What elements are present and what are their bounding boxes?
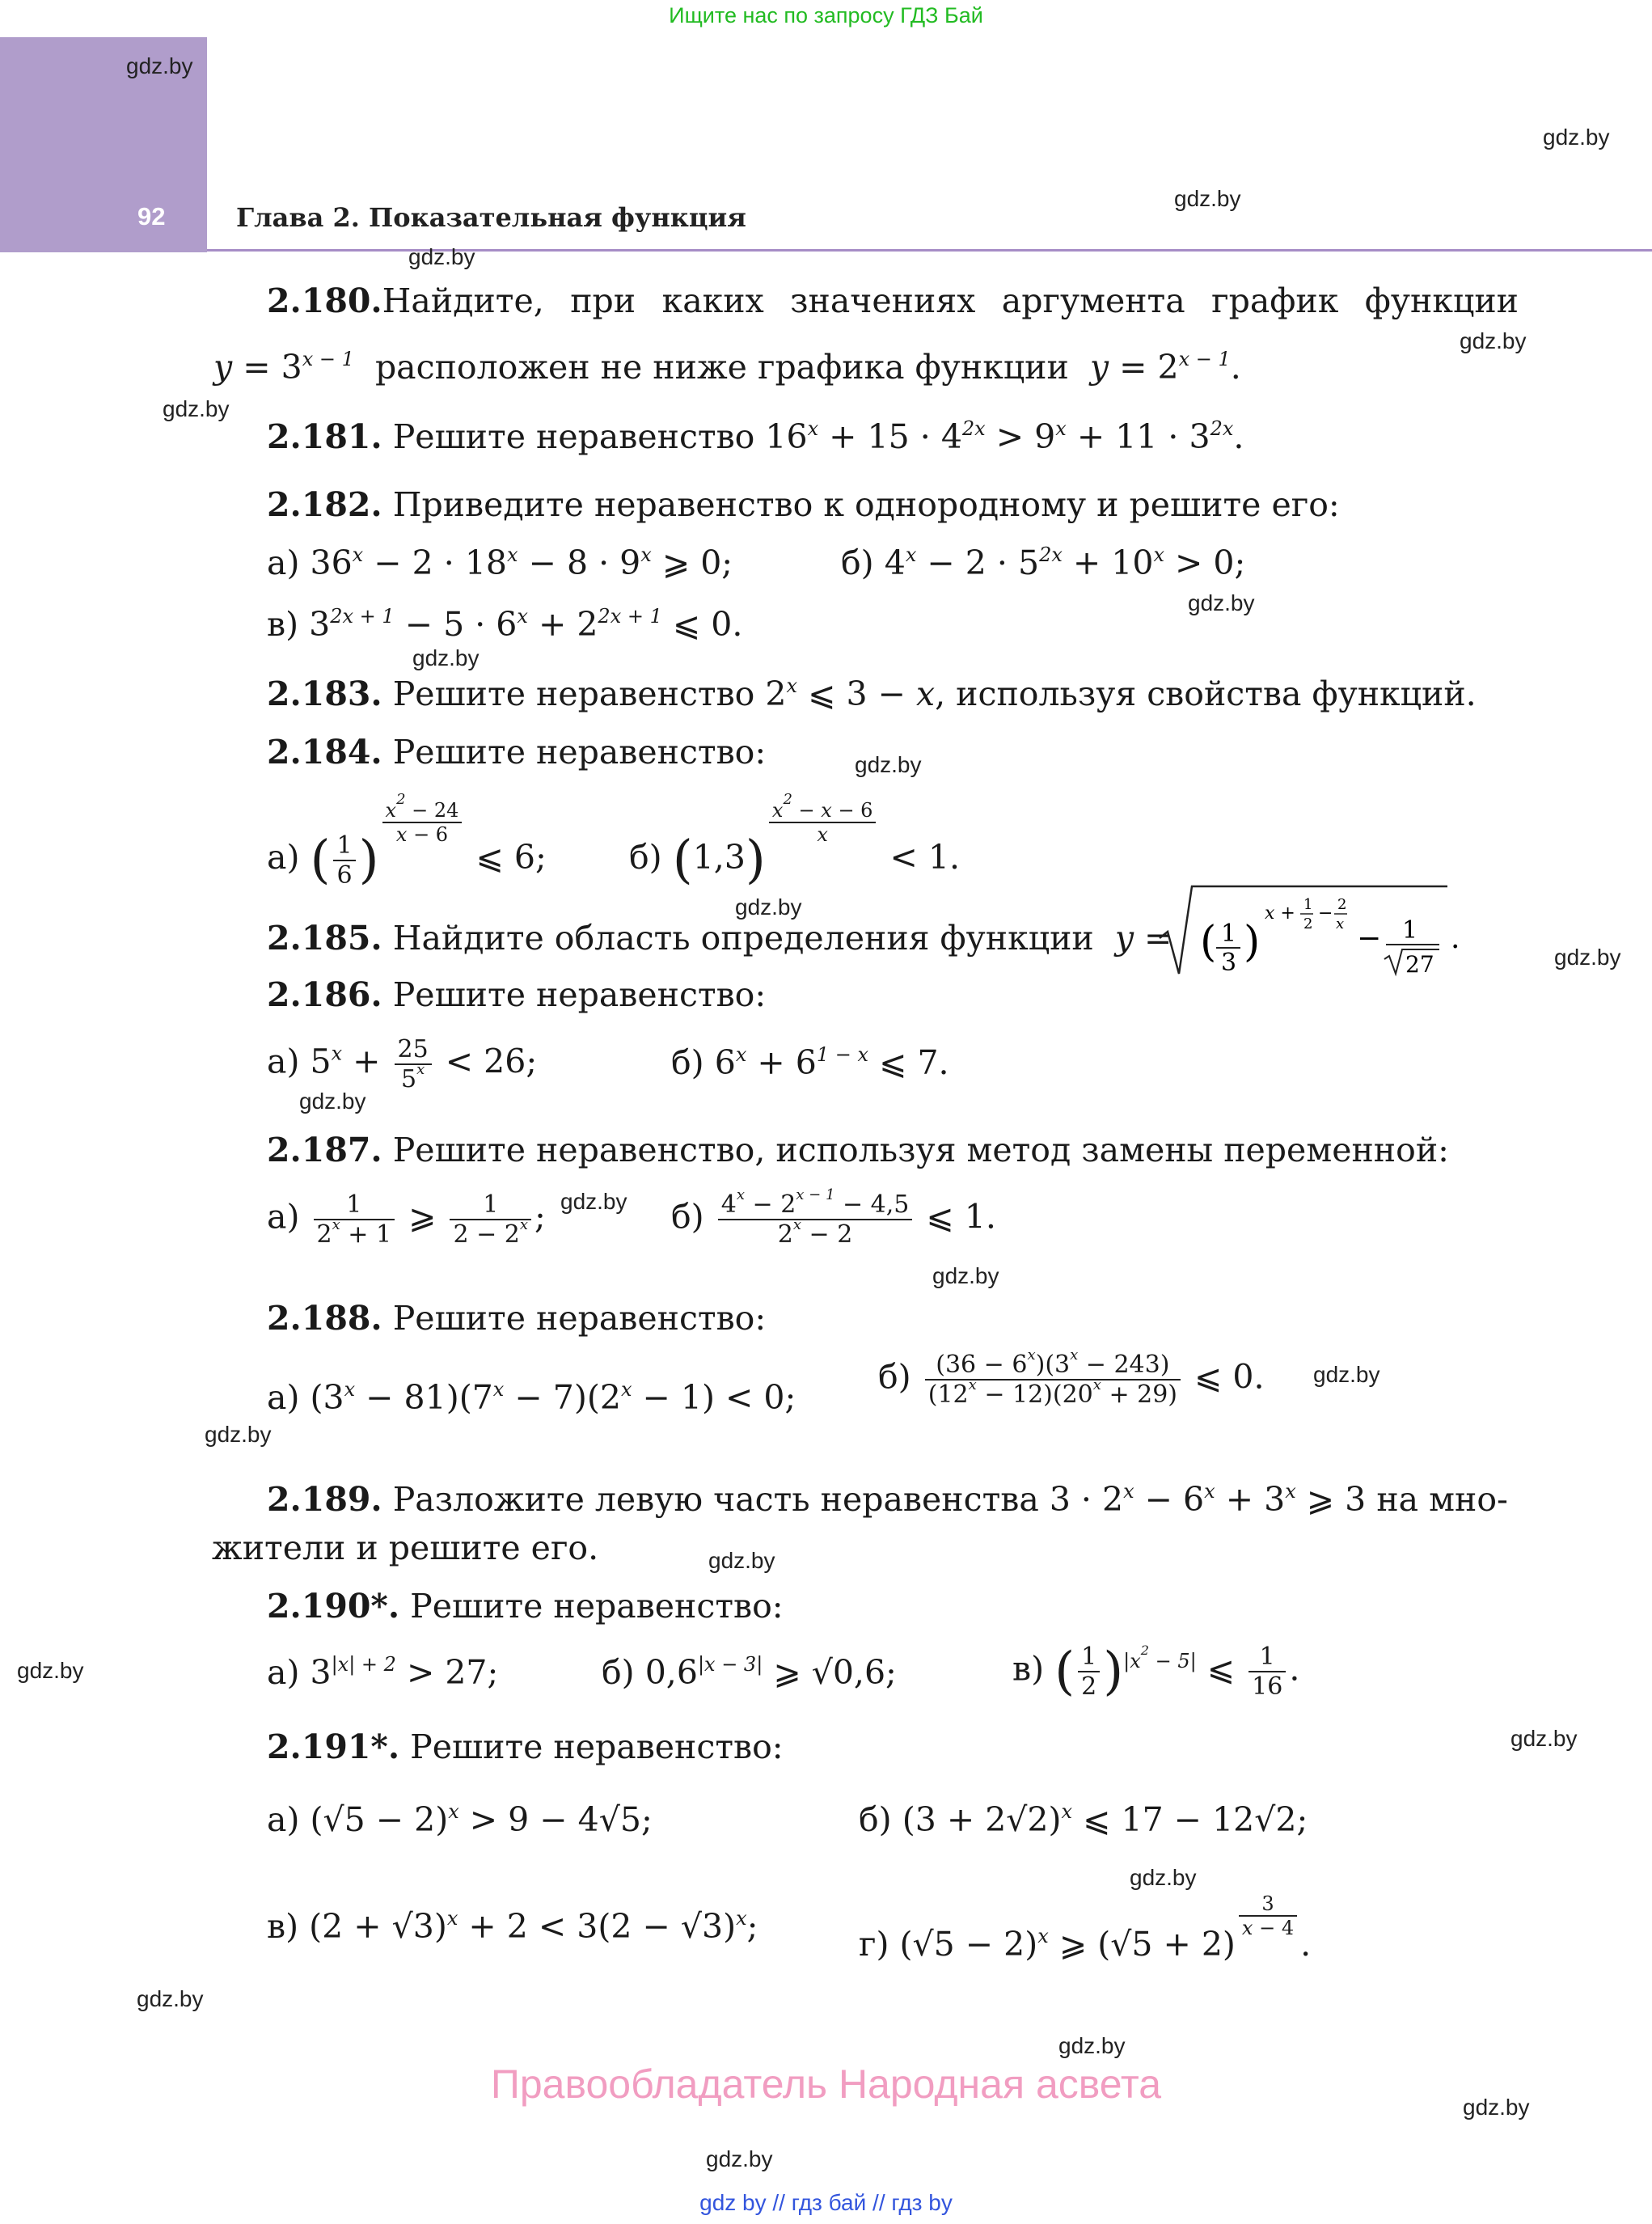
problem-2-191-a: а) $(√5 - 2)^x > 9 - 4√5$; (267, 1800, 653, 1839)
watermark: gdz.by (560, 1189, 627, 1214)
problem-2-181: 2.181. Решите неравенство $16^x + 15 \cdot 4^{2x} > 9^x + 11 \cdot 3^{2x}$. (267, 417, 1244, 456)
problem-2-182-b: б) $4^x - 2 \cdot 5^{2x} + 10^x > 0$; (841, 543, 1246, 582)
problem-2-189-line1: 2.189. Разложите левую часть неравенства $3 \cdot 2^x - 6^x + 3^x$ ⩾ 3 на мно- (267, 1480, 1508, 1519)
svg-text:1: 1 (1402, 916, 1418, 945)
problem-2-190-a: а) $3^{|x| + 2} > 27$; (267, 1653, 499, 1692)
svg-text:x +: x + (1265, 903, 1295, 924)
watermark: gdz.by (1463, 2095, 1530, 2120)
problem-2-180-line1: 2.180. Найдите, при каких значениях аргумента график функции (267, 281, 1519, 320)
watermark: gdz.by (1313, 1362, 1380, 1387)
watermark: gdz.by (1554, 945, 1621, 970)
watermark: gdz.by (1543, 125, 1610, 150)
problem-2-187: 2.187. Решите неравенство, используя метод замены переменной: (267, 1131, 1449, 1169)
watermark: gdz.by (1510, 1726, 1578, 1751)
problem-2-188-b: б) $\frac{(36 - 6^x)(3^x - 243)}{(12^x - 12)(20^x + 29)}$ ⩽ 0. (878, 1347, 1265, 1409)
footer-links[interactable]: gdz by // гдз бай // гдз by (699, 2190, 953, 2215)
svg-text:27: 27 (1405, 951, 1434, 978)
problem-2-191-g: г) $(√5 - 2)^x$ ⩾ (√5 + 2) $\frac{3}{x - 4}$ . (859, 1892, 1312, 1964)
svg-text:(: ( (1200, 918, 1217, 966)
problem-2-182-a: а) $36^x - 2 \cdot 18^x - 8 \cdot 9^x$ ⩾ 0; (267, 543, 733, 582)
watermark: gdz.by (1174, 186, 1241, 211)
watermark: gdz.by (1460, 328, 1527, 353)
problem-2-190-b: б) $0,6^{|x - 3|}$ ⩾ √0,6; (602, 1653, 897, 1692)
watermark: gdz.by (299, 1089, 366, 1114)
problem-2-187-a: а) $\frac{1}{2^x + 1}$ ⩾ $\frac{1}{2 - 2^x}$ ; (267, 1190, 546, 1249)
problem-2-187-b: б) $\frac{4^x - 2^{x - 1} - 4,5}{2^x - 2}$ ⩽ 1. (671, 1186, 996, 1249)
watermark: gdz.by (855, 752, 922, 777)
problem-2-184-a: а) ( $\frac{1}{6}$ ) $\frac{x^2 - 24}{x - 6}$ ⩽ 6; (267, 791, 547, 890)
copyright-holder: Правообладатель Народная асвета (490, 2061, 1162, 2107)
problem-2-185: 2.185. Найдите область определения функции y = (267, 919, 1172, 958)
problem-2-191-b: б) $(3 + 2√2)^x$ ⩽ 17 − 12√2; (859, 1800, 1308, 1839)
problem-number: 2.180. (267, 281, 382, 320)
sqrt-expression (1156, 882, 1464, 979)
watermark: gdz.by (706, 2146, 773, 2171)
watermark: gdz.by (1058, 2033, 1126, 2058)
watermark: gdz.by (735, 894, 802, 920)
watermark: gdz.by (205, 1422, 272, 1447)
watermark: gdz.by (412, 645, 480, 670)
problem-2-188-a: а) $(3^x - 81)(7^x - 7)(2^x - 1) < 0$; (267, 1378, 796, 1417)
svg-text:1: 1 (1303, 896, 1313, 913)
problem-2-184-b: б) (1,3) $\frac{x^2 - x - 6}{x}$ < 1. (629, 791, 960, 890)
watermark: gdz.by (408, 244, 475, 269)
problem-2-182-v: в) $3^{2x + 1} - 5 \cdot 6^x + 2^{2x + 1}$ ⩽ 0. (267, 605, 743, 644)
problem-2-189-line2: жители и решите его. (212, 1528, 599, 1567)
page-number: 92 (137, 202, 166, 230)
svg-text:.: . (1451, 922, 1460, 955)
svg-text:−: − (1357, 922, 1382, 955)
svg-text:3: 3 (1221, 949, 1237, 977)
problem-2-186-a: а) $5^x$ + $\frac{25}{5^x}$ < 26; (267, 1035, 538, 1093)
problem-2-190-v: в) ( $\frac{1}{2}$ )$^{|x^2 - 5|}$ ⩽ $\frac{1}{16}$ . (1012, 1642, 1300, 1702)
svg-text:2: 2 (1337, 896, 1347, 913)
chapter-title: Глава 2. Показательная функция (236, 202, 746, 233)
top-banner[interactable]: Ищите нас по запросу ГДЗ Бай (669, 3, 983, 27)
problem-2-183: 2.183. Решите неравенство 2$^x$ ⩽ 3 − x, используя свойства функций. (267, 674, 1477, 713)
problem-2-191: 2.191*. Решите неравенство: (267, 1727, 784, 1766)
problem-2-186-b: б) $6^x + 6^{1 - x}$ ⩽ 7. (671, 1043, 949, 1082)
watermark: gdz.by (1130, 1865, 1197, 1890)
svg-text:−: − (1318, 903, 1333, 924)
svg-text:2: 2 (1303, 915, 1313, 932)
svg-text:x: x (1336, 915, 1345, 932)
watermark: gdz.by (932, 1263, 999, 1288)
svg-text:): ) (1244, 918, 1261, 966)
watermark: gdz.by (1188, 590, 1255, 615)
svg-text:1: 1 (1221, 920, 1237, 948)
problem-2-188: 2.188. Решите неравенство: (267, 1299, 767, 1338)
problem-2-182: 2.182. Приведите неравенство к однородному и решите его: (267, 485, 1340, 524)
watermark: gdz.by (137, 1986, 204, 2011)
problem-2-184: 2.184. Решите неравенство: (267, 733, 767, 772)
problem-2-190: 2.190*. Решите неравенство: (267, 1587, 784, 1626)
watermark: gdz.by (708, 1548, 775, 1573)
problem-2-191-v: в) $(2 + √3)^x + 2 < 3(2 - √3)^x$; (267, 1907, 758, 1946)
problem-2-186: 2.186. Решите неравенство: (267, 975, 767, 1014)
watermark: gdz.by (163, 396, 230, 421)
watermark: gdz.by (17, 1658, 84, 1683)
problem-2-180-line2: $y = 3^{x - 1}$ расположен не ниже графика функции $y = 2^{x - 1}$. (213, 348, 1241, 387)
watermark: gdz.by (126, 53, 193, 78)
